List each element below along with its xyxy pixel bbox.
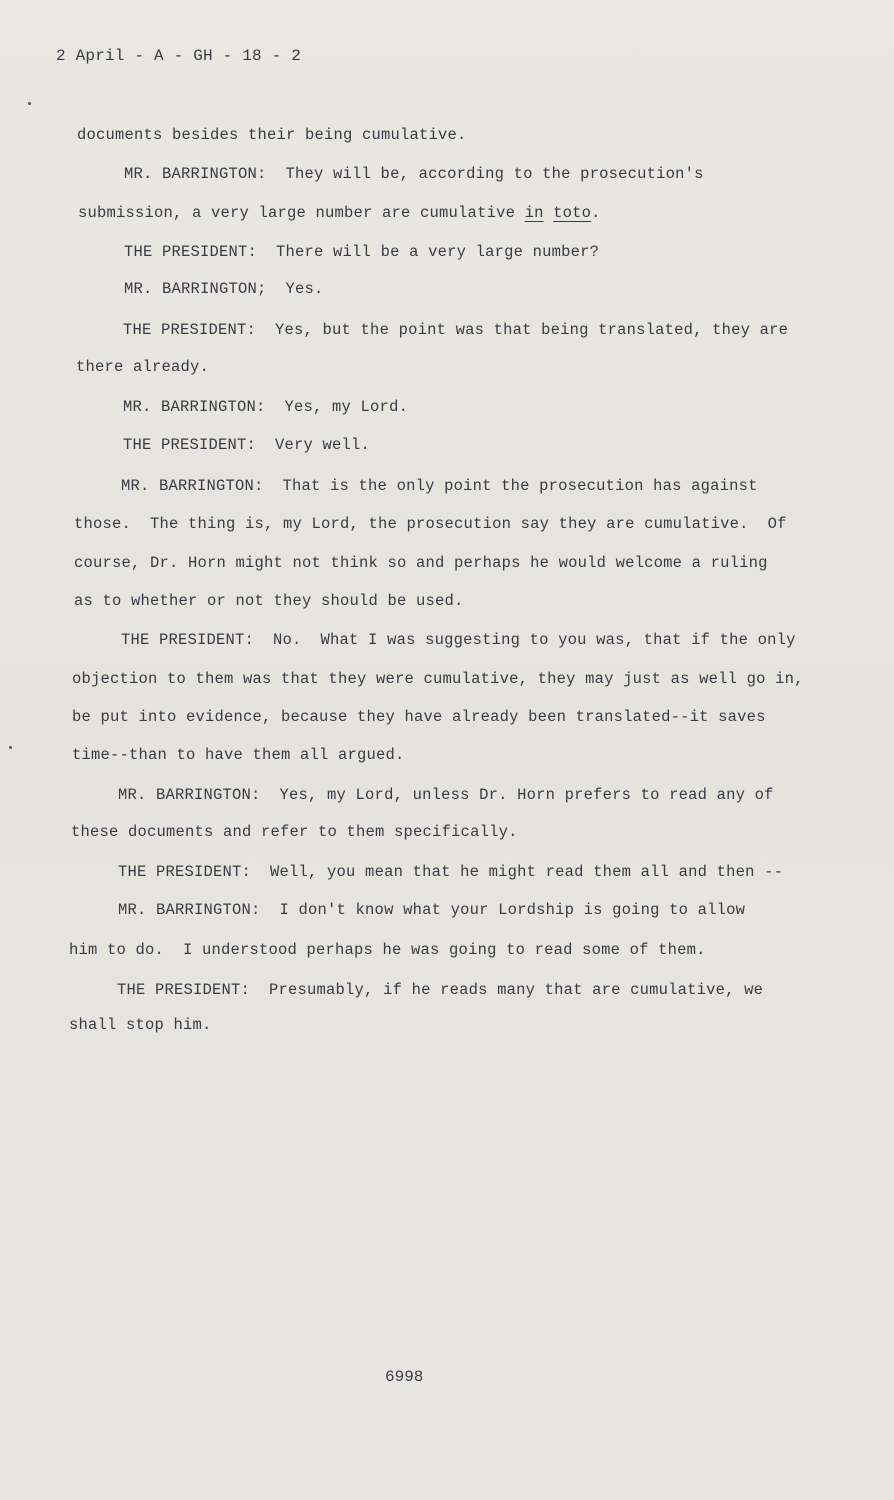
- speech-text: There will be a very large number?: [276, 243, 600, 261]
- speaker-label: THE PRESIDENT:: [123, 436, 257, 454]
- transcript-line: time--than to have them all argued.: [72, 746, 405, 764]
- speech-text: .: [591, 204, 601, 222]
- speech-text: Yes.: [285, 280, 324, 298]
- transcript-line: documents besides their being cumulative.: [77, 126, 467, 144]
- transcript-line: [118, 785, 774, 805]
- transcript-line: those. The thing is, my Lord, the prosecution say they are cumulative. Of: [74, 515, 787, 533]
- transcript-line: [121, 476, 758, 496]
- speech-text: Very well.: [275, 436, 371, 454]
- speech-text: Yes, my Lord, unless Dr. Horn prefers to read any of: [279, 786, 774, 804]
- speech-text: Well, you mean that he might read them all and then --: [270, 863, 784, 881]
- speech-text: I don't know what your Lordship is going to allow: [279, 901, 746, 919]
- speech-text: They will be, according to the prosecution's: [285, 165, 704, 183]
- transcript-line: [123, 320, 788, 340]
- page-number: 6998: [385, 1368, 424, 1386]
- paper-speck: [9, 746, 12, 749]
- speaker-label: MR. BARRINGTON:: [118, 901, 261, 919]
- speech-text: Yes, but the point was that being translated, they are: [275, 321, 789, 339]
- underlined-text: in: [524, 204, 544, 222]
- transcript-line: [123, 435, 370, 455]
- transcript-line: [124, 164, 704, 184]
- transcript-line: [123, 397, 408, 417]
- speaker-label: THE PRESIDENT:: [124, 243, 258, 261]
- transcript-line: as to whether or not they should be used.: [74, 592, 464, 610]
- speaker-label: MR. BARRINGTON:: [121, 477, 264, 495]
- transcript-line: [78, 203, 601, 223]
- speech-text: Yes, my Lord.: [284, 398, 409, 416]
- transcript-line: [124, 279, 324, 299]
- speech-text: That is the only point the prosecution has against: [282, 477, 758, 495]
- transcript-line: shall stop him.: [69, 1016, 212, 1034]
- speaker-label: THE PRESIDENT:: [123, 321, 257, 339]
- transcript-line: be put into evidence, because they have already been translated--it saves: [72, 708, 766, 726]
- speech-text: Presumably, if he reads many that are cumulative, we: [269, 981, 764, 999]
- transcript-line: him to do. I understood perhaps he was going to read some of them.: [69, 941, 706, 959]
- transcript-line: [124, 242, 599, 262]
- speaker-label: MR. BARRINGTON:: [118, 786, 261, 804]
- speaker-label: MR. BARRINGTON:: [123, 398, 266, 416]
- page-header: 2 April - A - GH - 18 - 2: [56, 47, 302, 65]
- paper-speck: [28, 102, 31, 105]
- speaker-label: THE PRESIDENT:: [117, 981, 251, 999]
- transcript-line: objection to them was that they were cumulative, they may just as well go in,: [72, 670, 804, 688]
- transcript-line: [118, 862, 783, 882]
- transcript-line: [121, 630, 796, 650]
- speaker-label: MR. BARRINGTON:: [124, 165, 267, 183]
- speaker-label: THE PRESIDENT:: [118, 863, 252, 881]
- speech-text: No. What I was suggesting to you was, that if the only: [273, 631, 796, 649]
- speech-text: submission, a very large number are cumulative: [78, 204, 516, 222]
- transcript-line: there already.: [76, 358, 210, 376]
- transcript-line: [117, 980, 763, 1000]
- underlined-text: toto: [553, 204, 592, 222]
- transcript-line: course, Dr. Horn might not think so and perhaps he would welcome a ruling: [74, 554, 768, 572]
- speaker-label: THE PRESIDENT:: [121, 631, 255, 649]
- speaker-label: MR. BARRINGTON;: [124, 280, 267, 298]
- transcript-line: [118, 900, 745, 920]
- transcript-line: these documents and refer to them specifically.: [71, 823, 518, 841]
